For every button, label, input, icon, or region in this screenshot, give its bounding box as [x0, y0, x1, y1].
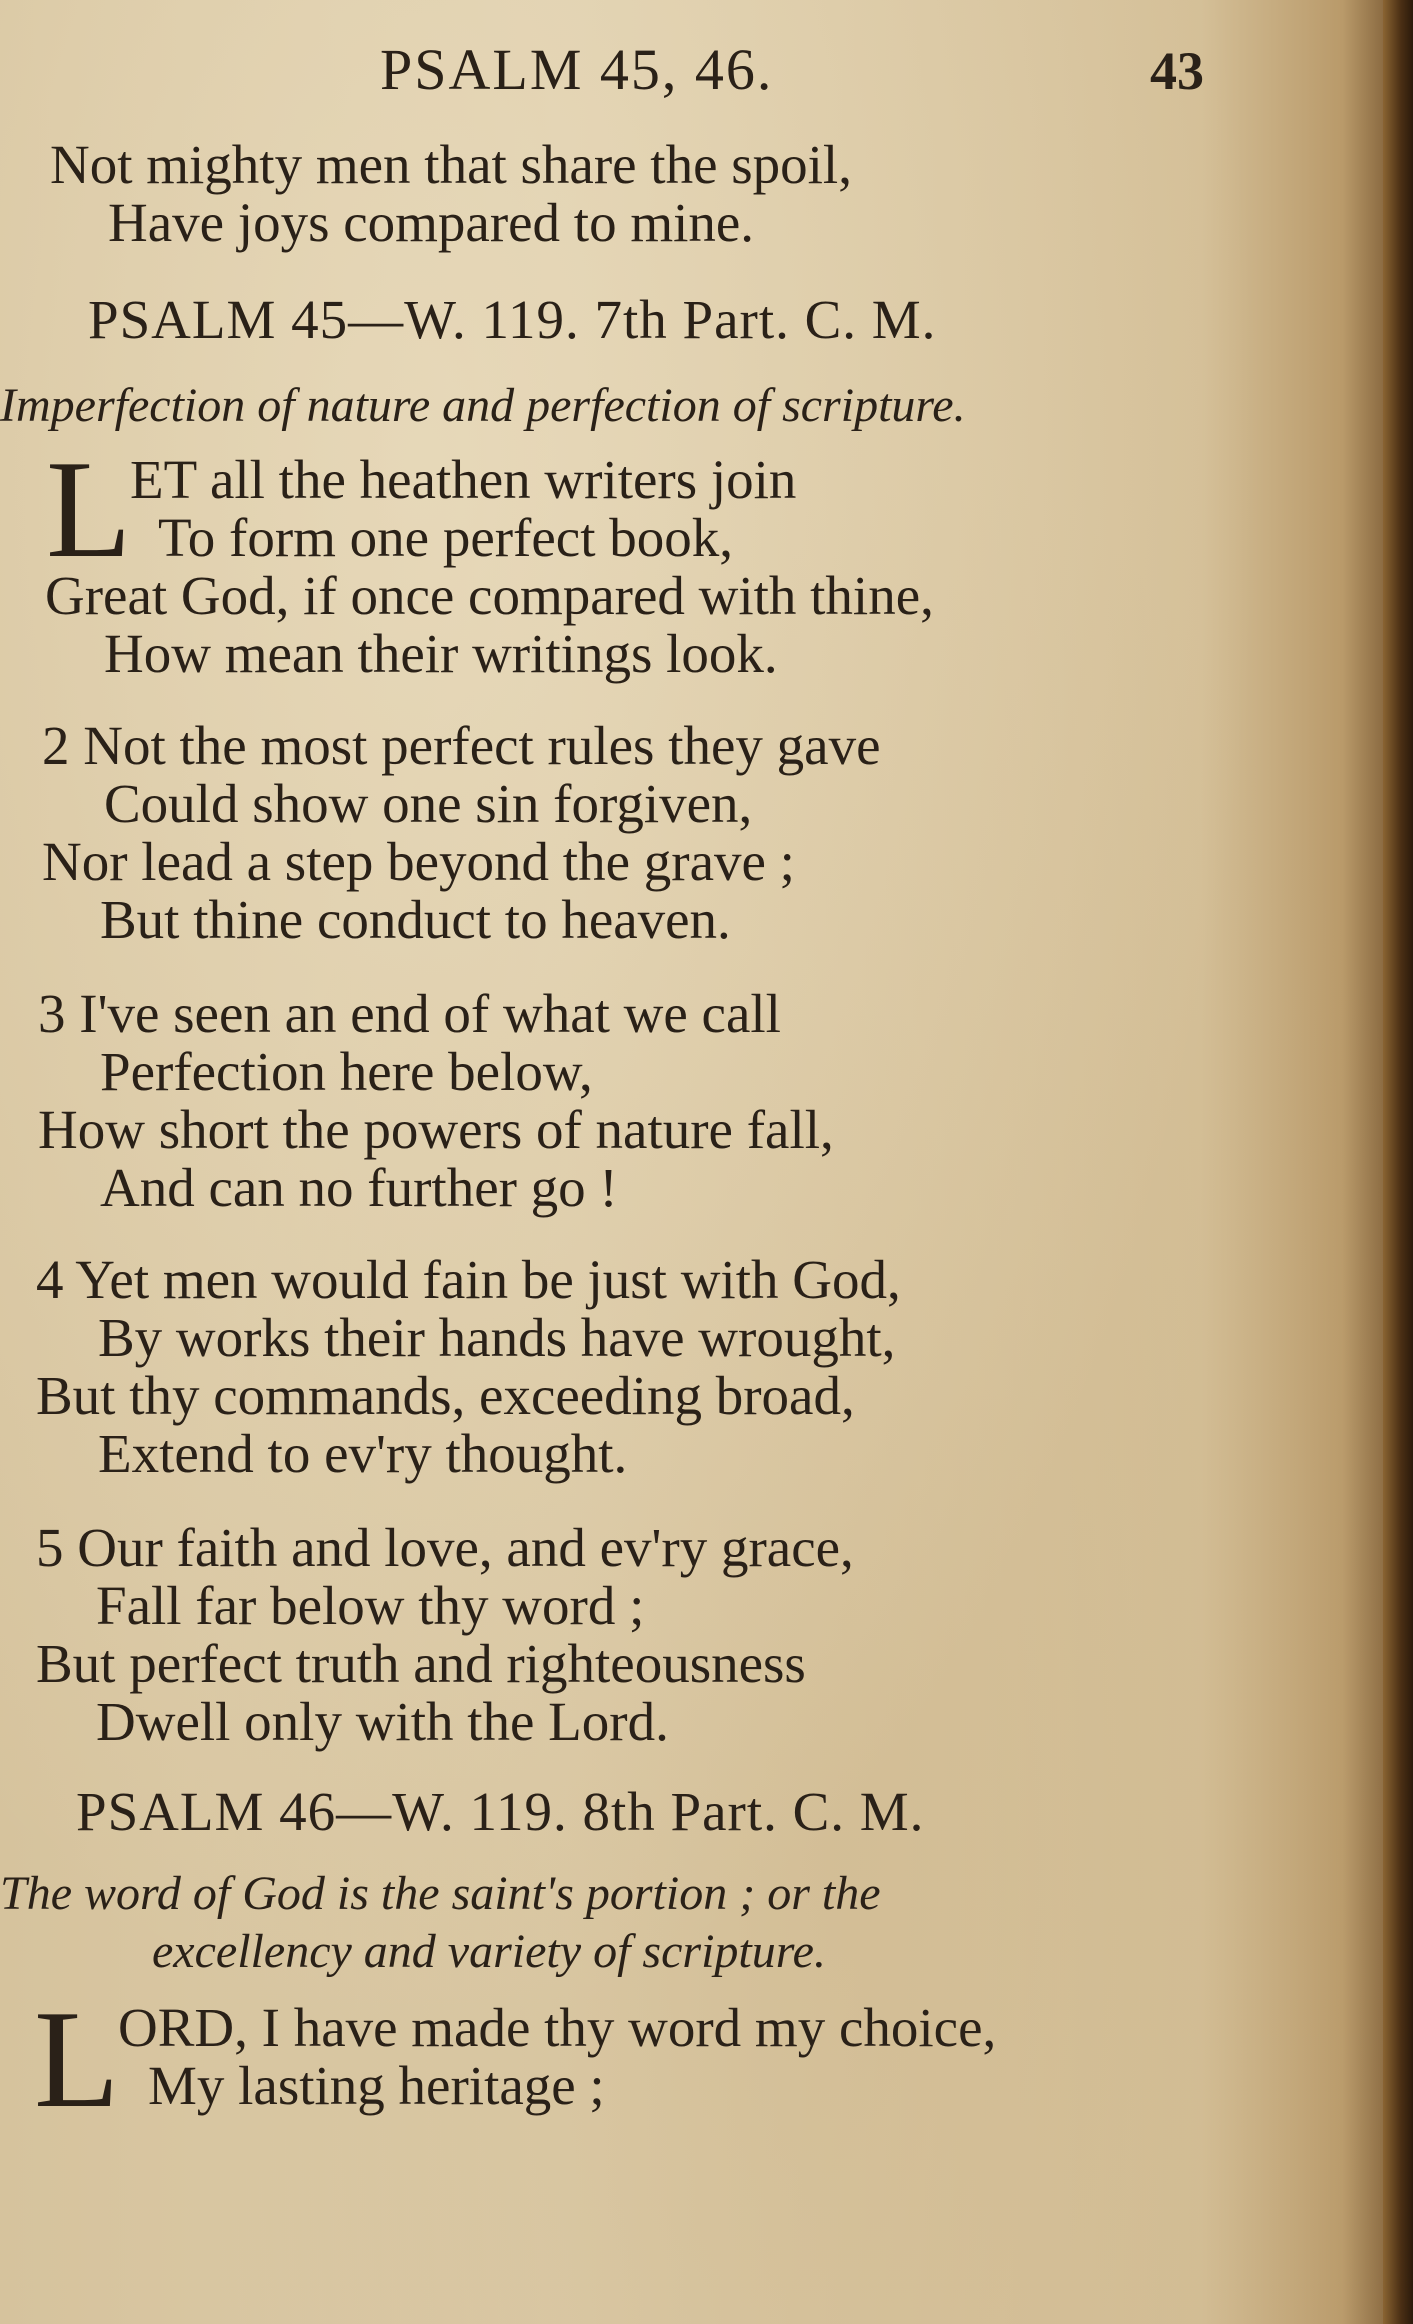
psalm46-line-1: ORD, I have made thy word my choice,: [118, 1997, 997, 2058]
psalm46-title: PSALM 46—W. 119. 8th Part. C. M.: [76, 1781, 925, 1842]
psalm45-stanza5-line-1: 5 Our faith and love, and ev'ry grace,: [36, 1517, 854, 1578]
psalm46-dropcap: L: [34, 1982, 120, 2137]
psalm45-stanza2-line-4: But thine conduct to heaven.: [100, 889, 731, 950]
psalm45-subtitle: Imperfection of nature and perfection of scripture.: [0, 379, 966, 432]
carryover-line-2: Have joys compared to mine.: [108, 192, 755, 253]
psalm46-line-2: My lasting heritage ;: [148, 2055, 605, 2116]
psalm45-stanza5-line-2: Fall far below thy word ;: [96, 1575, 645, 1636]
psalm45-dropcap: L: [46, 432, 132, 587]
psalm45-stanza2-line-1: 2 Not the most perfect rules they gave: [42, 715, 881, 776]
psalm45-line-3: Great God, if once compared with thine,: [45, 565, 934, 626]
psalm45-stanza2-line-2: Could show one sin forgiven,: [104, 773, 753, 834]
psalm45-stanza4-line-3: But thy commands, exceeding broad,: [36, 1365, 855, 1426]
psalm45-stanza5-line-3: But perfect truth and righteousness: [36, 1633, 806, 1694]
psalm45-stanza3-line-3: How short the powers of nature fall,: [38, 1099, 834, 1160]
psalm45-line-4: How mean their writings look.: [104, 623, 778, 684]
psalm46-subtitle-2: excellency and variety of scripture.: [152, 1925, 826, 1978]
psalm46-subtitle-1: The word of God is the saint's portion ; or the: [0, 1867, 881, 1920]
page-number: 43: [1150, 41, 1204, 101]
psalm45-stanza3-line-4: And can no further go !: [100, 1157, 618, 1218]
psalm45-stanza4-line-1: 4 Yet men would fain be just with God,: [36, 1249, 901, 1310]
page-edge: [1383, 0, 1413, 2324]
page-header: [0, 36, 1413, 106]
psalm45-title: PSALM 45—W. 119. 7th Part. C. M.: [88, 289, 937, 350]
psalm45-stanza4-line-2: By works their hands have wrought,: [98, 1307, 896, 1368]
psalm45-line-1: ET all the heathen writers join: [130, 449, 797, 510]
psalm45-stanza3-line-2: Perfection here below,: [100, 1041, 593, 1102]
carryover-line-1: Not mighty men that share the spoil,: [50, 134, 852, 195]
psalm45-line-2: To form one perfect book,: [158, 507, 733, 568]
psalm45-stanza5-line-4: Dwell only with the Lord.: [96, 1691, 669, 1752]
psalm45-stanza4-line-4: Extend to ev'ry thought.: [98, 1423, 628, 1484]
psalm45-stanza3-line-1: 3 I've seen an end of what we call: [38, 983, 781, 1044]
psalm45-stanza2-line-3: Nor lead a step beyond the grave ;: [42, 831, 795, 892]
running-head: PSALM 45, 46.: [380, 37, 774, 102]
